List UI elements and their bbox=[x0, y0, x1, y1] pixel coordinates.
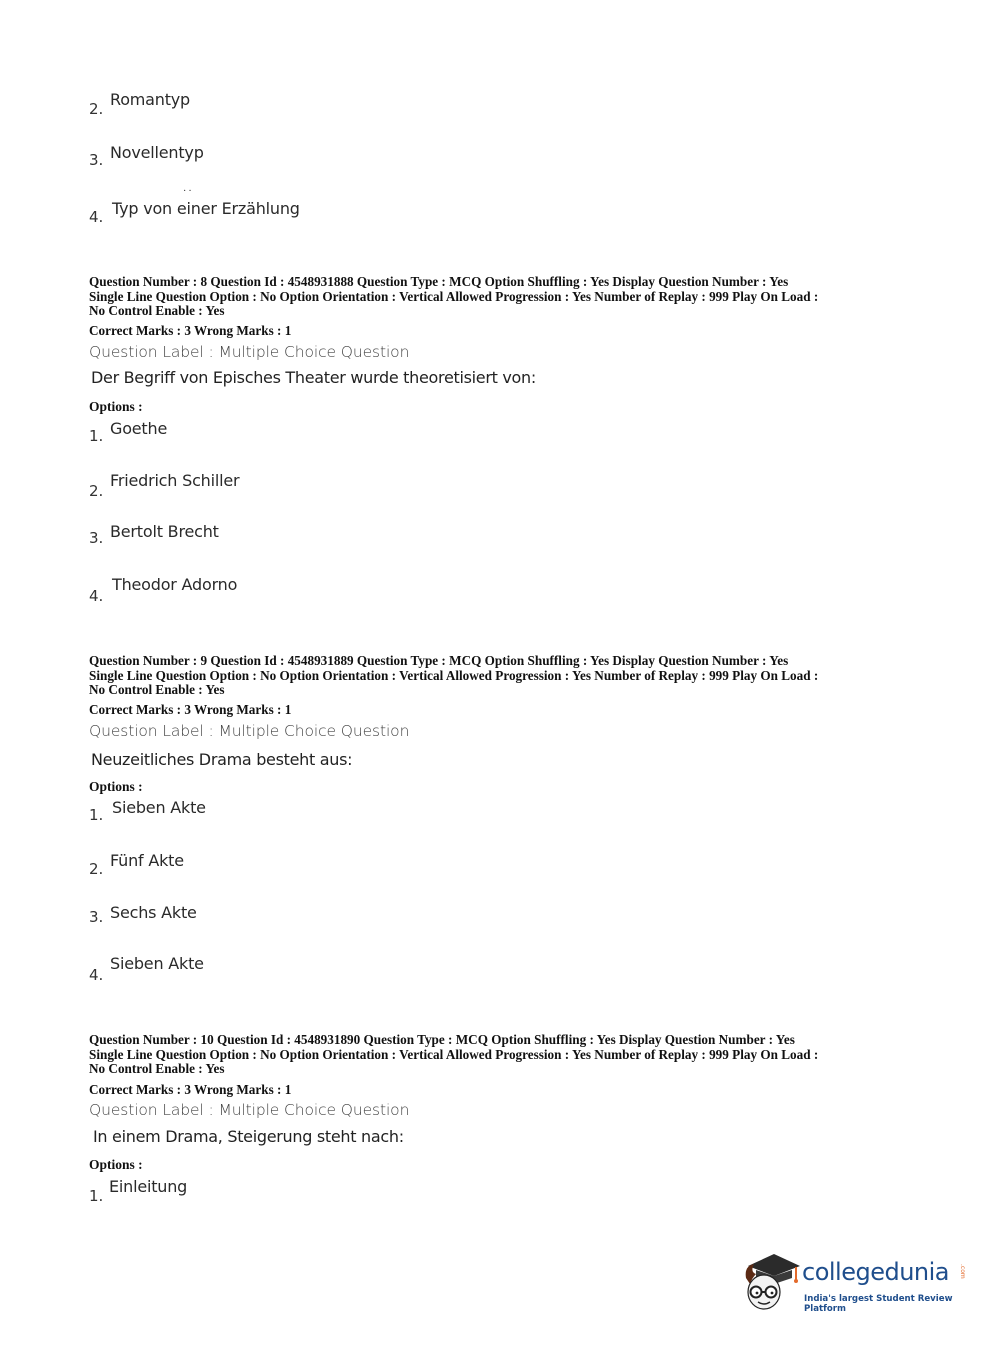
option-text: Typ von einer Erzählung bbox=[112, 199, 300, 218]
question-marks: Correct Marks : 3 Wrong Marks : 1 bbox=[89, 702, 292, 717]
option-text: Goethe bbox=[110, 419, 168, 438]
option-number: 2. bbox=[89, 860, 104, 878]
options-label: Options : bbox=[89, 399, 143, 414]
meta-line: Single Line Question Option : No Option Orientation : Vertical Allowed Progression : Yes Number of Replay : 999 Play On Load : bbox=[89, 667, 819, 683]
option-text: Romantyp bbox=[110, 90, 191, 109]
question-meta bbox=[89, 275, 919, 319]
option-number: 3. bbox=[89, 151, 104, 169]
question-label: Question Label : Multiple Choice Question bbox=[89, 722, 410, 740]
question-text: In einem Drama, Steigerung steht nach: bbox=[93, 1127, 404, 1146]
meta-line: Question Number : 8 Question Id : 4548931888 Question Type : MCQ Option Shuffling : Yes Display Question Number : Yes bbox=[89, 274, 789, 289]
meta-line: No Control Enable : Yes bbox=[89, 1061, 225, 1077]
option-number: 4. bbox=[89, 208, 104, 226]
meta-line: Single Line Question Option : No Option Orientation : Vertical Allowed Progression : Yes Number of Replay : 999 Play On Load : bbox=[89, 1046, 819, 1062]
question-marks: Correct Marks : 3 Wrong Marks : 1 bbox=[89, 1082, 292, 1097]
option-number: 4. bbox=[89, 966, 104, 984]
options-label: Options : bbox=[89, 779, 143, 794]
option-text: Novellentyp bbox=[110, 143, 204, 162]
meta-line: No Control Enable : Yes bbox=[89, 682, 225, 698]
meta-line: No Control Enable : Yes bbox=[89, 303, 225, 319]
question-marks: Correct Marks : 3 Wrong Marks : 1 bbox=[89, 323, 292, 338]
question-label: Question Label : Multiple Choice Question bbox=[89, 1101, 410, 1119]
option-number: 4. bbox=[89, 587, 104, 605]
option-number: 1. bbox=[89, 1187, 104, 1205]
option-text: Sechs Akte bbox=[110, 903, 197, 922]
question-label: Question Label : Multiple Choice Question bbox=[89, 343, 410, 361]
collegedunia-logo bbox=[740, 1248, 970, 1318]
question-meta bbox=[89, 1033, 919, 1077]
meta-line: Question Number : 10 Question Id : 4548931890 Question Type : MCQ Option Shuffling : Yes Display Question Number : Yes bbox=[89, 1032, 795, 1047]
option-text: Fünf Akte bbox=[110, 851, 184, 870]
question-text: Neuzeitliches Drama besteht aus: bbox=[91, 750, 353, 769]
option-text: Sieben Akte bbox=[110, 954, 204, 973]
scan-artifact: ·· bbox=[183, 186, 194, 197]
question-meta bbox=[89, 654, 919, 698]
option-number: 2. bbox=[89, 482, 104, 500]
option-number: 2. bbox=[89, 100, 104, 118]
question-text: Der Begriff von Episches Theater wurde theoretisiert von: bbox=[91, 368, 536, 387]
logo-tagline: India's largest Student Review Platform bbox=[804, 1294, 953, 1314]
mascot-icon bbox=[740, 1248, 802, 1314]
meta-line: Question Number : 9 Question Id : 4548931889 Question Type : MCQ Option Shuffling : Yes Display Question Number : Yes bbox=[89, 653, 789, 668]
option-text: Sieben Akte bbox=[112, 798, 206, 817]
option-text: Theodor Adorno bbox=[112, 575, 238, 594]
option-number: 3. bbox=[89, 529, 104, 547]
option-number: 3. bbox=[89, 908, 104, 926]
options-label: Options : bbox=[89, 1157, 143, 1172]
logo-domain: .com bbox=[959, 1264, 966, 1279]
option-text: Einleitung bbox=[109, 1177, 188, 1196]
meta-line: Single Line Question Option : No Option Orientation : Vertical Allowed Progression : Yes Number of Replay : 999 Play On Load : bbox=[89, 288, 819, 304]
option-text: Bertolt Brecht bbox=[110, 522, 219, 541]
option-number: 1. bbox=[89, 427, 104, 445]
option-number: 1. bbox=[89, 806, 104, 824]
logo-wordmark: collegedunia bbox=[802, 1258, 950, 1286]
option-text: Friedrich Schiller bbox=[110, 471, 240, 490]
